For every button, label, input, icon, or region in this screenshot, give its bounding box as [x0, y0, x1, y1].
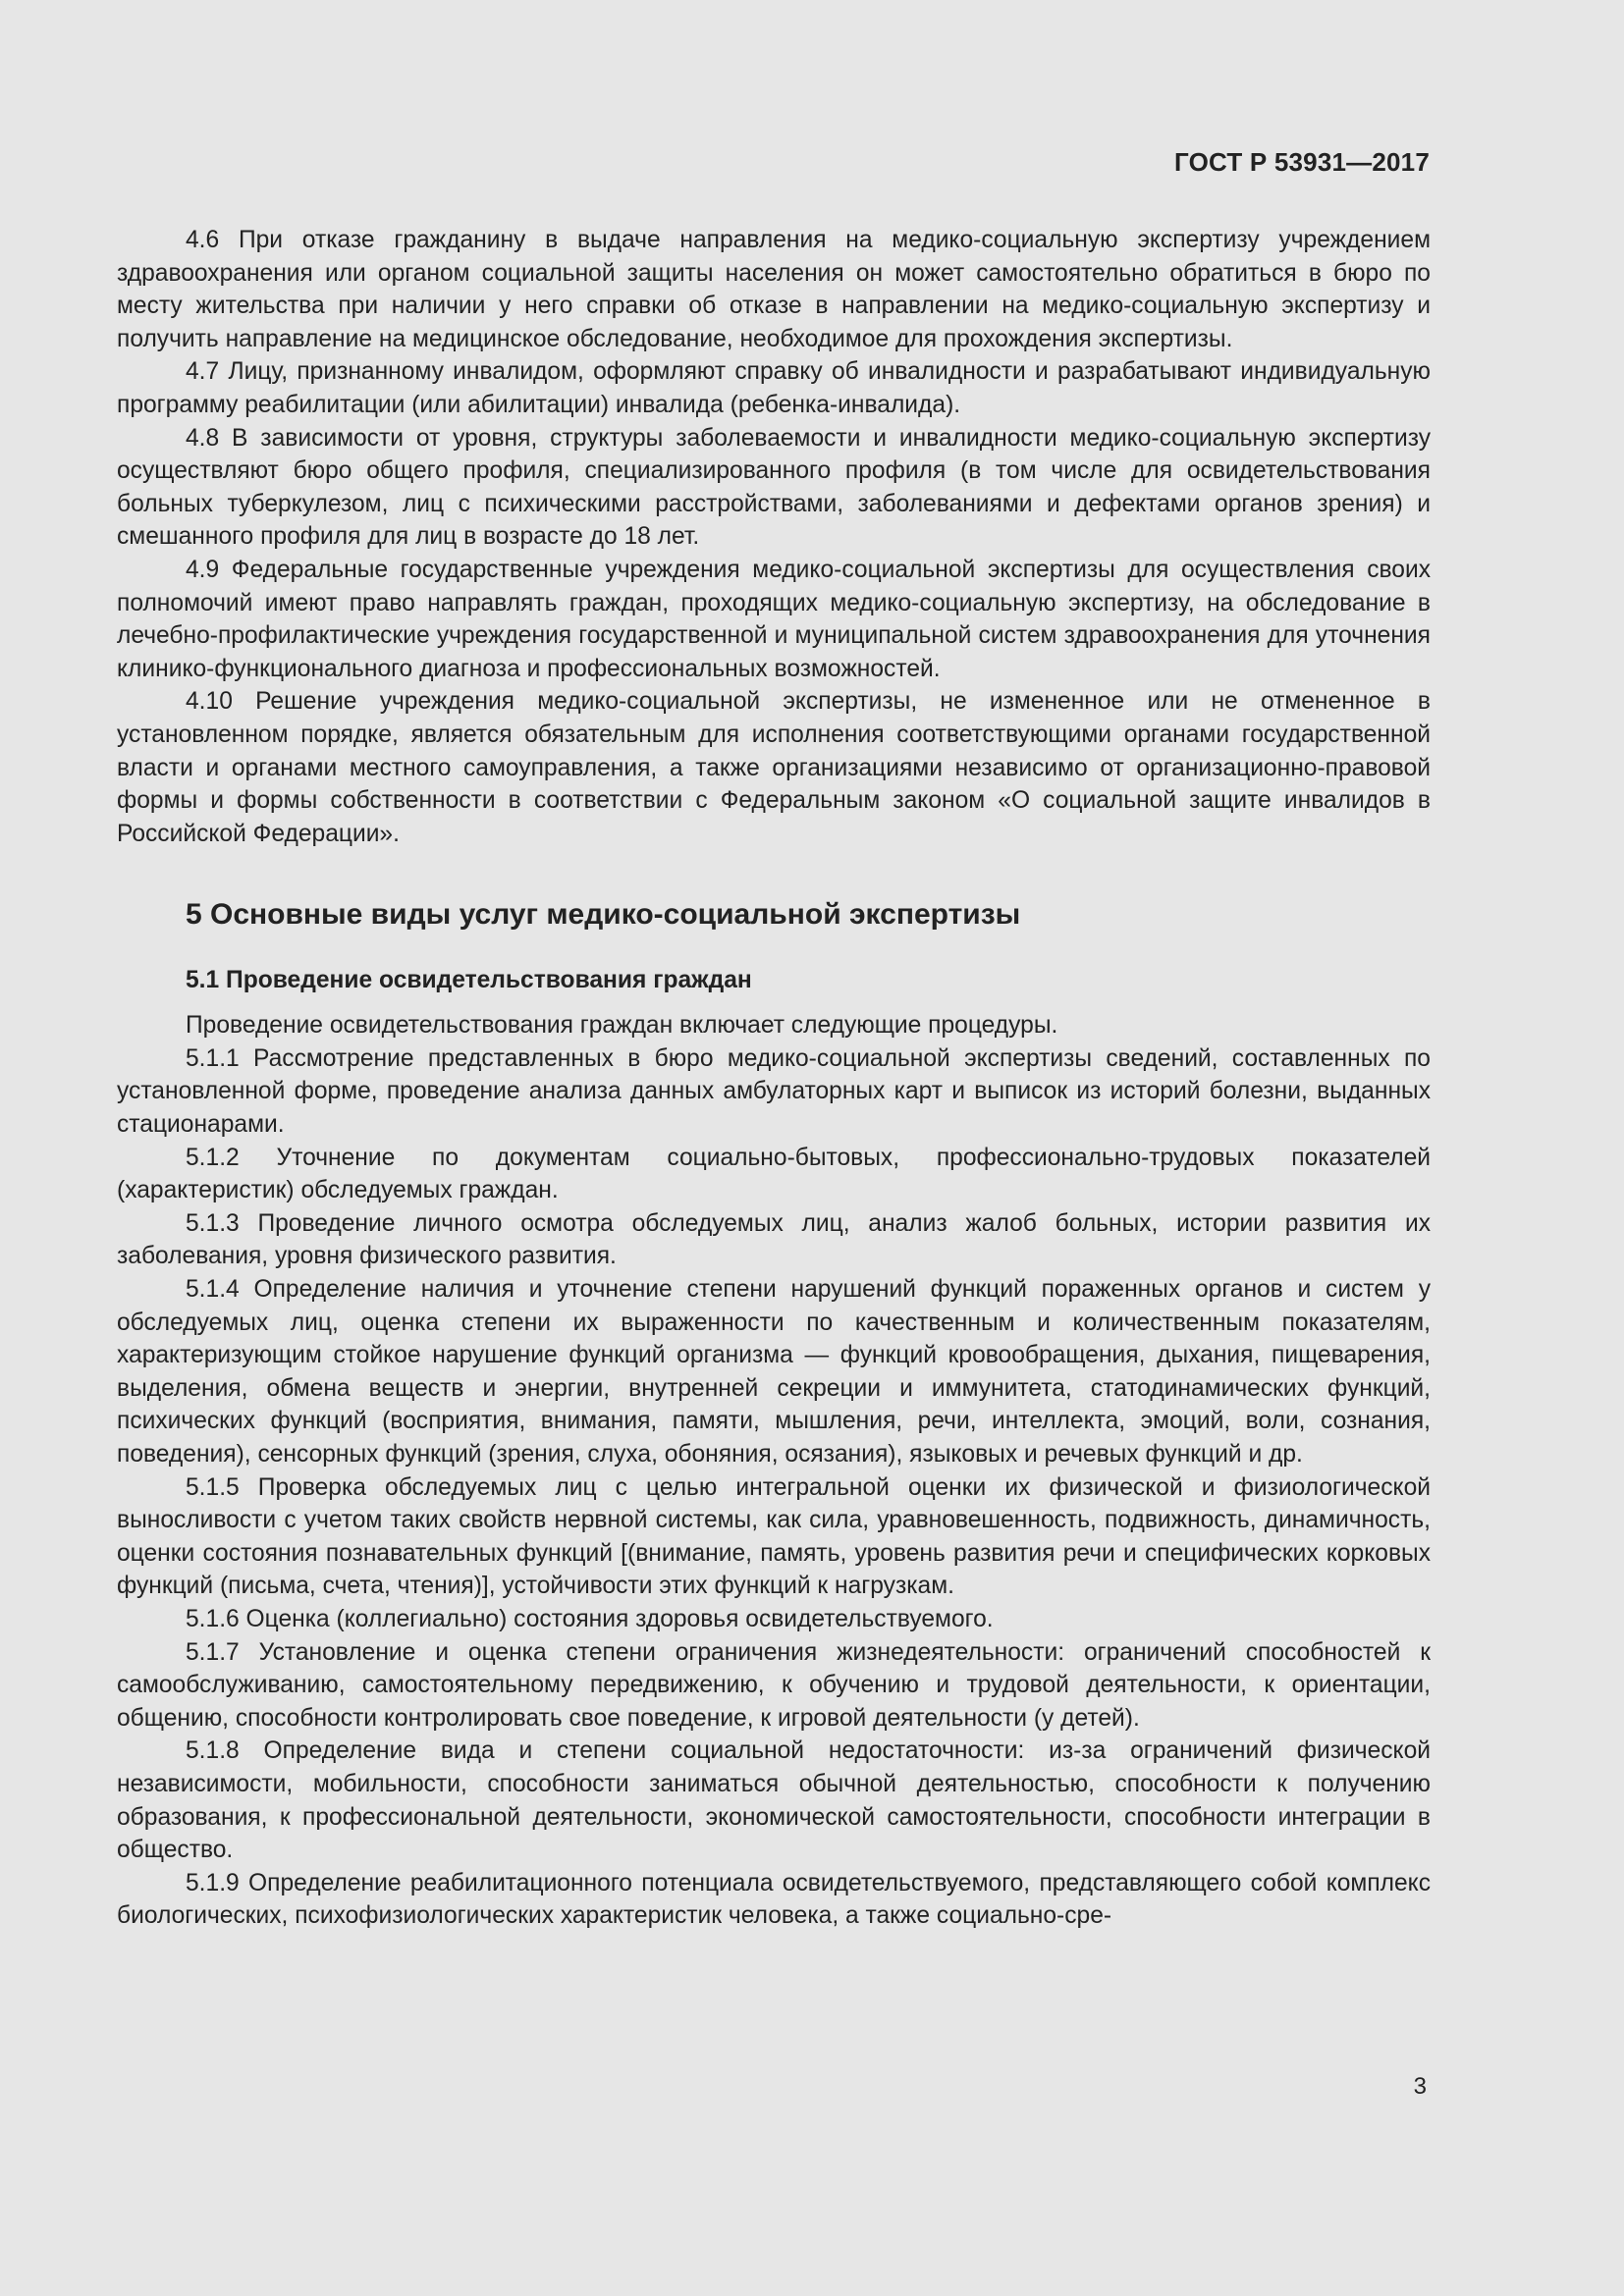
- clause-4-6: 4.6 При отказе гражданину в выдаче направления на медико-социальную экспертизу учреждением здравоохранения или органом социальной защиты населения он может самостоятельно обратиться в бюро по месту жительства при наличии у него справки об отказе в направлении на медико-социальную экспертизу и получить направление на медицинское обследование, необходимое для прохождения экспертизы.: [117, 227, 1431, 352]
- clause-5-1-8: 5.1.8 Определение вида и степени социальной недостаточности: из-за ограничений физической независимости, мобильности, способности заниматься обычной деятельностью, способности к получению образования, к профессиональной деятельности, экономической самостоятельности, способности интеграции в общество.: [117, 1737, 1431, 1864]
- document-code: ГОСТ Р 53931—2017: [1174, 147, 1430, 177]
- page-number: 3: [1413, 2073, 1427, 2100]
- subsection-5-1-lead: Проведение освидетельствования граждан включает следующие процедуры.: [186, 1012, 1058, 1040]
- clause-5-1-7: 5.1.7 Установление и оценка степени ограничения жизнедеятельности: ограничений способностей к самообслуживанию, самостоятельному передвижению, к обучению и трудовой деятельности, к ориентации, общению, способности контролировать свое поведение, к игровой деятельности (у детей).: [117, 1638, 1431, 1732]
- clause-5-1-1: 5.1.1 Рассмотрение представленных в бюро медико-социальной экспертизы сведений, составленных по установленной форме, проведение анализа данных амбулаторных карт и выписок из историй болезни, выданных стационарами.: [117, 1044, 1431, 1139]
- clause-5-1-9: 5.1.9 Определение реабилитационного потенциала освидетельствуемого, представляющего собой комплекс биологических, психофизиологических характеристик человека, а также социально-сре-: [117, 1869, 1431, 1930]
- clause-5-1-6: 5.1.6 Оценка (коллегиально) состояния здоровья освидетельствуемого.: [186, 1605, 994, 1632]
- clause-4-10: 4.10 Решение учреждения медико-социальной экспертизы, не измененное или не отмененное в установленном порядке, является обязательным для исполнения соответствующими органами государственной власти и органами местного самоуправления, а также организациями независимо от организационно-правовой формы и формы собственности в соответствии с Федеральным законом «О социальной защите инвалидов в Российской Федерации».: [117, 688, 1431, 847]
- clause-5-1-2: 5.1.2 Уточнение по документам социально-бытовых, профессионально-трудовых показателей (характеристик) обследуемых граждан.: [117, 1144, 1431, 1204]
- section-5-heading: 5 Основные виды услуг медико-социальной экспертизы: [186, 898, 1021, 932]
- clause-5-1-4: 5.1.4 Определение наличия и уточнение степени нарушений функций пораженных органов и систем у обследуемых лиц, оценка степени их выраженности по качественным и количественным показателям, характеризующим стойкое нарушение функций организма — функций кровообращения, дыхания, пищеварения, выделения, обмена веществ и энергии, внутренней секреции и иммунитета, статодинамических функций, психических функций (восприятия, внимания, памяти, мышления, речи, интеллекта, эмоций, воли, сознания, поведения), сенсорных функций (зрения, слуха, обоняния, осязания), языковых и речевых функций и др.: [117, 1276, 1431, 1468]
- clause-4-9: 4.9 Федеральные государственные учреждения медико-социальной экспертизы для осуществления своих полномочий имеют право направлять граждан, проходящих медико-социальную экспертизу, на обследование в лечебно-профилактические учреждения государственной и муниципальной систем здравоохранения для уточнения клинико-функционального диагноза и профессиональных возможностей.: [117, 556, 1431, 682]
- clause-4-7: 4.7 Лицу, признанному инвалидом, оформляют справку об инвалидности и разрабатывают индивидуальную программу реабилитации (или абилитации) инвалида (ребенка-инвалида).: [117, 358, 1431, 418]
- clause-4-8: 4.8 В зависимости от уровня, структуры заболеваемости и инвалидности медико-социальную экспертизу осуществляют бюро общего профиля, специализированного профиля (в том числе для освидетельствования больных туберкулезом, лиц с психическими расстройствами, заболеваниями и дефектами органов зрения) и смешанного профиля для лиц в возрасте до 18 лет.: [117, 424, 1431, 551]
- clause-5-1-3: 5.1.3 Проведение личного осмотра обследуемых лиц, анализ жалоб больных, истории развития их заболевания, уровня физического развития.: [117, 1209, 1431, 1270]
- subsection-5-1-heading: 5.1 Проведение освидетельствования граждан: [186, 967, 752, 994]
- page-content: [117, 224, 1431, 1933]
- clause-5-1-5: 5.1.5 Проверка обследуемых лиц с целью интегральной оценки их физической и физиологической выносливости с учетом таких свойств нервной системы, как сила, уравновешенность, подвижность, динамичность, оценки состояния познавательных функций [(внимание, память, уровень развития речи и специфических корковых функций (письма, счета, чтения)], устойчивости этих функций к нагрузкам.: [117, 1473, 1431, 1600]
